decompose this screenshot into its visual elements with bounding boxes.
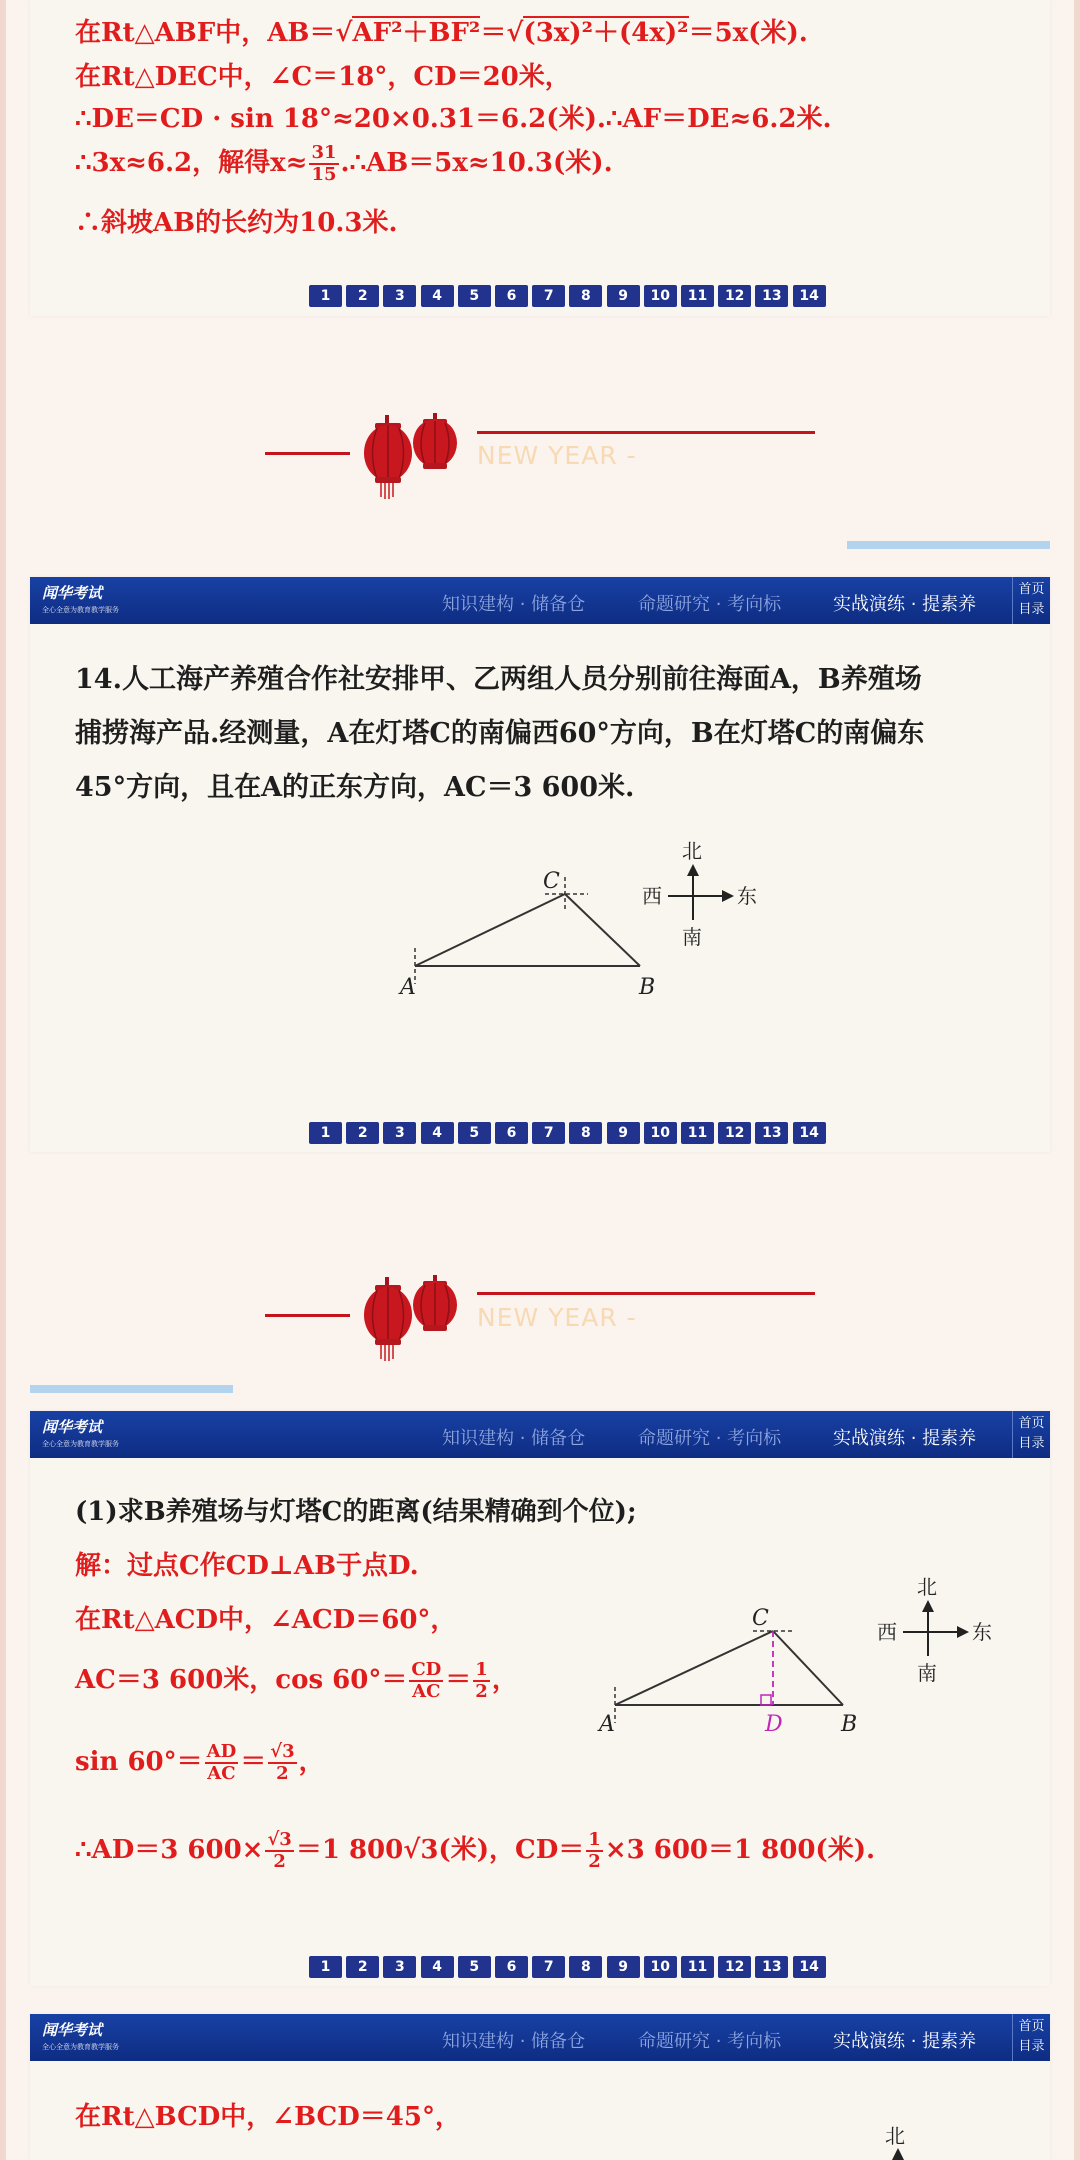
page-button-5[interactable]: 5 — [458, 1122, 491, 1144]
solution-line-3: ∴DE＝CD · sin 18°≈20×0.31＝6.2(米).∴AF＝DE≈6.2米. — [75, 104, 832, 134]
label-C: C — [752, 1606, 769, 1631]
lantern-icon — [363, 413, 463, 503]
nav-knowledge[interactable]: 知识建构 · 储备仓 — [442, 594, 586, 615]
page-button-10[interactable]: 10 — [644, 285, 677, 307]
compass-south: 南 — [682, 925, 702, 949]
compass-arrow-icon — [892, 2148, 904, 2160]
nav-research[interactable]: 命题研究 · 考向标 — [638, 2031, 782, 2052]
nav-knowledge[interactable]: 知识建构 · 储备仓 — [442, 1428, 586, 1449]
page-button-14[interactable]: 14 — [793, 285, 826, 307]
triangle-figure — [360, 822, 780, 1002]
divider-line-left — [265, 1314, 350, 1317]
page-button-2[interactable]: 2 — [346, 1956, 379, 1978]
divider-line-right — [477, 431, 815, 434]
section-divider — [0, 1267, 1080, 1377]
compass-west: 西 — [642, 884, 662, 908]
page-edge-left — [0, 0, 6, 2160]
page-button-11[interactable]: 11 — [681, 1122, 714, 1144]
header-bar — [30, 1411, 1050, 1458]
nav-practice[interactable]: 实战演练 · 提素养 — [833, 594, 977, 615]
page-button-1[interactable]: 1 — [309, 285, 342, 307]
compass-south: 南 — [917, 1661, 937, 1685]
page-button-13[interactable]: 13 — [755, 1122, 788, 1144]
header-bar — [30, 577, 1050, 624]
divider-line-right — [477, 1292, 815, 1295]
page-button-7[interactable]: 7 — [532, 285, 565, 307]
page-button-9[interactable]: 9 — [607, 285, 640, 307]
page-button-1[interactable]: 1 — [309, 1122, 342, 1144]
solution-line-1: 解：过点C作CD⊥AB于点D. — [75, 1551, 419, 1581]
page-button-8[interactable]: 8 — [569, 285, 602, 307]
page-button-4[interactable]: 4 — [421, 1122, 454, 1144]
page-button-14[interactable]: 14 — [793, 1956, 826, 1978]
page-button-5[interactable]: 5 — [458, 285, 491, 307]
page-button-11[interactable]: 11 — [681, 1956, 714, 1978]
solution-line-1: 在Rt△BCD中，∠BCD＝45°， — [75, 2102, 461, 2132]
slide-4 — [30, 2014, 1050, 2160]
home-toc-button[interactable]: 首页 目录 — [1012, 577, 1050, 624]
label-A: A — [599, 1712, 615, 1736]
slide-3 — [30, 1411, 1050, 1986]
logo: 闻华考试 全心全意为教育教学服务 — [42, 2021, 119, 2051]
solution-line-4: sin 60°＝ $\frac{AD}{AC}$ ＝ $\frac{√3}{2}$ ， — [75, 1741, 325, 1784]
page-button-13[interactable]: 13 — [755, 285, 788, 307]
divider-accent-bar — [847, 541, 1050, 549]
section-divider — [0, 405, 1080, 515]
nav-practice[interactable]: 实战演练 · 提素养 — [833, 1428, 977, 1449]
page-button-12[interactable]: 12 — [718, 1956, 751, 1978]
solution-line-5: ∴斜坡AB的长约为10.3米. — [75, 208, 398, 238]
compass-west: 西 — [877, 1620, 897, 1644]
compass-north: 北 — [917, 1575, 937, 1599]
lantern-icon — [363, 1275, 463, 1365]
page-button-5[interactable]: 5 — [458, 1956, 491, 1978]
page-button-8[interactable]: 8 — [569, 1122, 602, 1144]
label-C: C — [543, 869, 560, 894]
divider-line-left — [265, 452, 350, 455]
page-button-6[interactable]: 6 — [495, 285, 528, 307]
solution-line-1: 在Rt△ABF中，AB＝√AF²＋BF²＝√(3x)²＋(4x)²＝5x(米). — [75, 18, 808, 48]
page-button-11[interactable]: 11 — [681, 285, 714, 307]
page-button-12[interactable]: 12 — [718, 285, 751, 307]
label-B: B — [639, 975, 656, 1000]
nav-research[interactable]: 命题研究 · 考向标 — [638, 594, 782, 615]
solution-line-5: ∴AD＝3 600× $\frac{√3}{2}$ ＝1 800√3(米)，CD＝ $\frac{1}{2}$ ×3 600＝1 800(米). — [75, 1829, 876, 1872]
label-B: B — [841, 1712, 858, 1736]
page-button-4[interactable]: 4 — [421, 285, 454, 307]
home-toc-button[interactable]: 首页 目录 — [1012, 1411, 1050, 1458]
triangle-figure-with-altitude — [595, 1561, 1015, 1736]
page-button-7[interactable]: 7 — [532, 1956, 565, 1978]
page-button-13[interactable]: 13 — [755, 1956, 788, 1978]
header-bar — [30, 2014, 1050, 2061]
question-line-2: 捕捞海产品.经测量，A在灯塔C的南偏西60°方向，B在灯塔C的南偏东 — [75, 718, 925, 749]
page-button-12[interactable]: 12 — [718, 1122, 751, 1144]
new-year-text: NEW YEAR - — [477, 1303, 637, 1332]
logo: 闻华考试 全心全意为教育教学服务 — [42, 1418, 119, 1448]
page-button-2[interactable]: 2 — [346, 285, 379, 307]
page-edge-right — [1074, 0, 1080, 2160]
label-A: A — [400, 975, 416, 1000]
page-button-4[interactable]: 4 — [421, 1956, 454, 1978]
page-button-10[interactable]: 10 — [644, 1956, 677, 1978]
page-button-14[interactable]: 14 — [793, 1122, 826, 1144]
slide-1 — [30, 0, 1050, 316]
solution-line-4: ∴3x≈6.2，解得x≈ $\frac{31}{15}$ .∴AB＝5x≈10.3(米). — [75, 142, 613, 185]
solution-line-2: 在Rt△ACD中，∠ACD＝60°， — [75, 1605, 457, 1635]
solution-line-3: AC＝3 600米，cos 60°＝ $\frac{CD}{AC}$ ＝ $\frac{1}{2}$ ， — [75, 1659, 518, 1702]
page-button-3[interactable]: 3 — [383, 285, 416, 307]
page-button-9[interactable]: 9 — [607, 1956, 640, 1978]
page-button-8[interactable]: 8 — [569, 1956, 602, 1978]
slide-2 — [30, 577, 1050, 1152]
question-line-1: 14.人工海产养殖合作社安排甲、乙两组人员分别前往海面A，B养殖场 — [75, 664, 922, 695]
divider-accent-bar — [30, 1385, 233, 1393]
page-button-1[interactable]: 1 — [309, 1956, 342, 1978]
nav-knowledge[interactable]: 知识建构 · 储备仓 — [442, 2031, 586, 2052]
page-button-6[interactable]: 6 — [495, 1956, 528, 1978]
compass-north: 北 — [682, 839, 702, 863]
new-year-text: NEW YEAR - — [477, 441, 637, 470]
page-button-3[interactable]: 3 — [383, 1956, 416, 1978]
question-line-3: 45°方向，且在A的正东方向，AC＝3 600米. — [75, 772, 635, 803]
question-part-1: (1)求B养殖场与灯塔C的距离(结果精确到个位); — [75, 1497, 637, 1527]
page-button-6[interactable]: 6 — [495, 1122, 528, 1144]
compass-east: 东 — [972, 1620, 992, 1644]
page-button-7[interactable]: 7 — [532, 1122, 565, 1144]
compass-east: 东 — [737, 884, 757, 908]
page-button-10[interactable]: 10 — [644, 1122, 677, 1144]
compass-north: 北 — [885, 2124, 905, 2148]
page-button-9[interactable]: 9 — [607, 1122, 640, 1144]
home-toc-button[interactable]: 首页 目录 — [1012, 2014, 1050, 2061]
page-button-3[interactable]: 3 — [383, 1122, 416, 1144]
label-D: D — [765, 1712, 783, 1736]
page-button-2[interactable]: 2 — [346, 1122, 379, 1144]
solution-line-2: 在Rt△DEC中，∠C＝18°，CD＝20米， — [75, 62, 571, 92]
nav-practice[interactable]: 实战演练 · 提素养 — [833, 2031, 977, 2052]
nav-research[interactable]: 命题研究 · 考向标 — [638, 1428, 782, 1449]
logo: 闻华考试 全心全意为教育教学服务 — [42, 584, 119, 614]
